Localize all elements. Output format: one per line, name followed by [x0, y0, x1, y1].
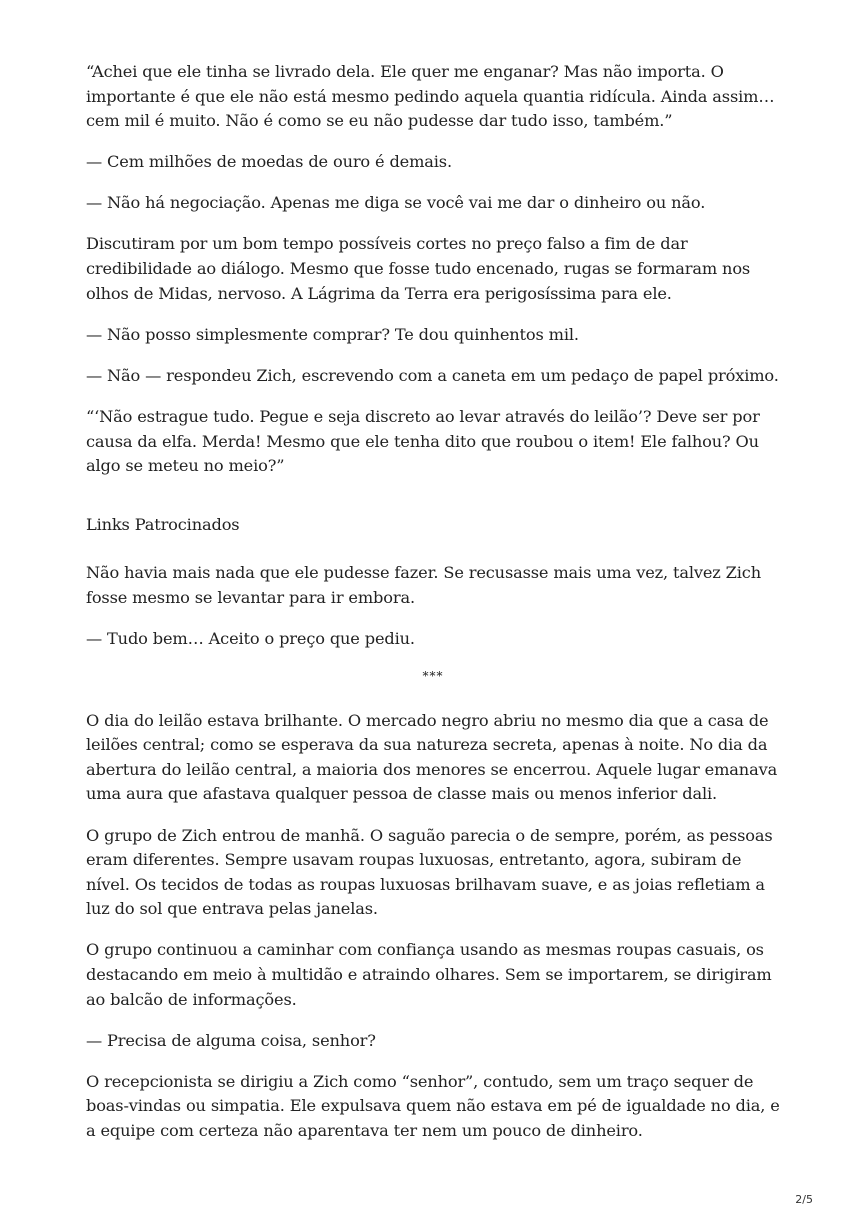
- paragraph: Não havia mais nada que ele pudesse fazer. Se recusasse mais uma vez, talvez Zich fosse mesmo se levantar para ir embora.: [86, 563, 761, 607]
- paragraph: — Não — respondeu Zich, escrevendo com a caneta em um pedaço de papel próximo.: [86, 365, 779, 385]
- paragraph: “Achei que ele tinha se livrado dela. Ele quer me enganar? Mas não importa. O importante é que ele não está mesmo pedindo aquela quantia ridícula. Ainda assim… cem mil é muito. Não é como se eu não pudesse dar tudo isso, também.”: [86, 62, 775, 131]
- paragraph: — Não posso simplesmente comprar? Te dou quinhentos mil.: [86, 324, 579, 344]
- paragraph: — Tudo bem… Aceito o preço que pediu.: [86, 629, 415, 648]
- paragraph: O grupo continuou a caminhar com confiança usando as mesmas roupas casuais, os destacando em meio à multidão e atraindo olhares. Sem se importarem, se dirigiram ao balcão de informações.: [86, 940, 772, 1009]
- paragraph: O recepcionista se dirigiu a Zich como “senhor”, contudo, sem um traço sequer de boas-vindas ou simpatia. Ele expulsava quem não estava em pé de igualdade no dia, e a equipe com certeza não aparentava ter nem um pouco de dinheiro.: [86, 1071, 780, 1140]
- paragraph: — Cem milhões de moedas de ouro é demais.: [86, 152, 452, 172]
- paragraph: — Não há negociação. Apenas me diga se você vai me dar o dinheiro ou não.: [86, 193, 706, 213]
- sponsored-links-label: Links Patrocinados: [86, 514, 240, 534]
- paragraph: — Precisa de alguma coisa, senhor?: [86, 1030, 376, 1050]
- scene-break: ***: [422, 669, 444, 684]
- page-number: 2/5: [795, 1193, 813, 1206]
- paragraph: “‘Não estrague tudo. Pegue e seja discreto ao levar através do leilão’? Deve ser por causa da elfa. Merda! Mesmo que ele tenha dito que roubou o item! Ele falhou? Ou algo se meteu no meio?”: [86, 406, 760, 476]
- paragraph: Discutiram por um bom tempo possíveis cortes no preço falso a fim de dar credibilidade ao diálogo. Mesmo que fosse tudo encenado, rugas se formaram nos olhos de Midas, nervoso. A Lágrima da Terra era perigosíssima para ele.: [86, 234, 751, 303]
- paragraph: O grupo de Zich entrou de manhã. O saguão parecia o de sempre, porém, as pessoas eram diferentes. Sempre usavam roupas luxuosas, entretanto, agora, subiram de nível. Os tecidos de todas as roupas luxuosas brilhavam suave, e as joias refletiam a luz do sol que entrava pelas janelas.: [86, 825, 773, 919]
- paragraph: O dia do leilão estava brilhante. O mercado negro abriu no mesmo dia que a casa de leilões central; como se esperava da sua natureza secreta, apenas à noite. No dia da abertura do leilão central, a maioria dos menores se encerrou. Aquele lugar emanava uma aura que afastava qualquer pessoa de classe mais ou menos inferior dali.: [86, 710, 778, 804]
- page-body: [86, 60, 780, 1160]
